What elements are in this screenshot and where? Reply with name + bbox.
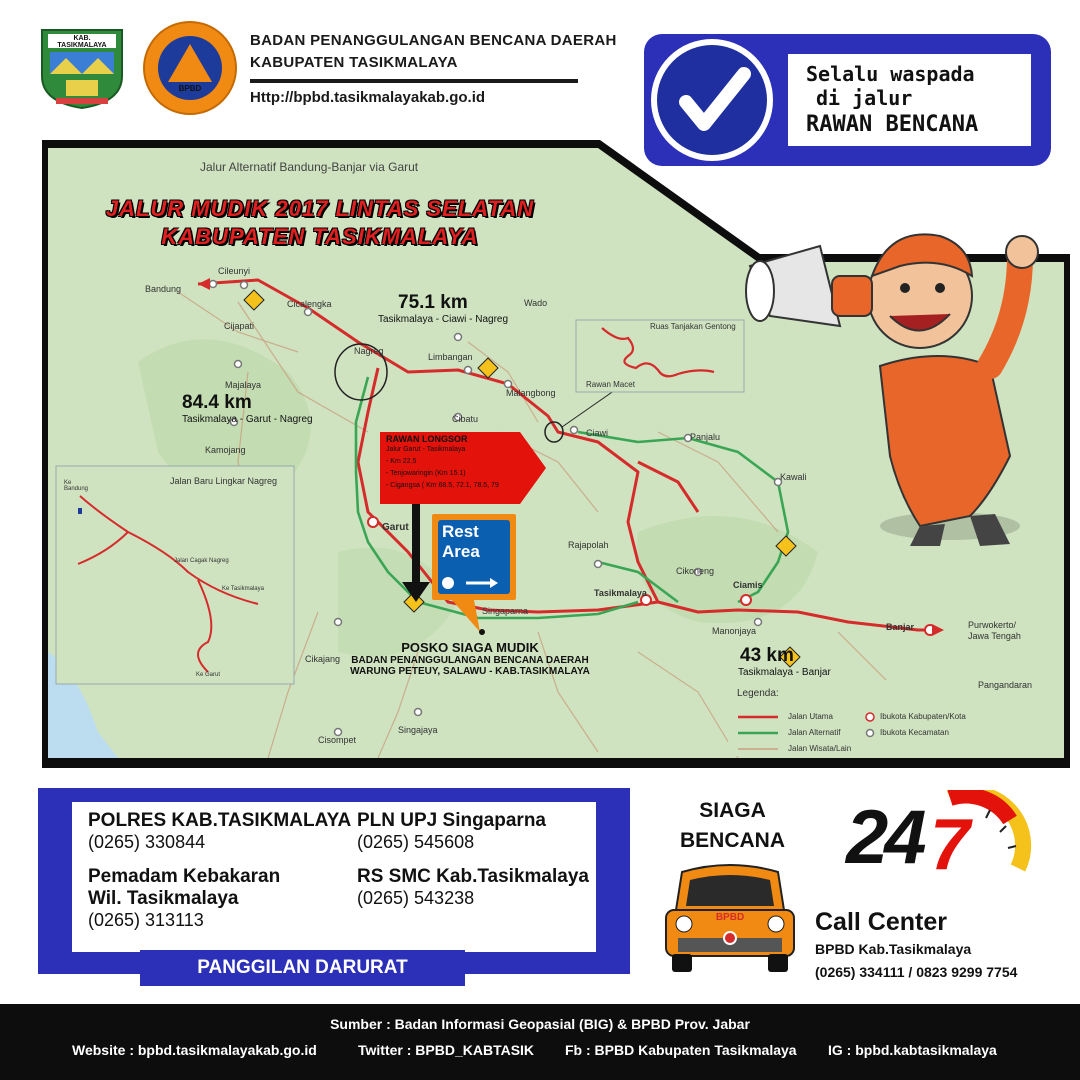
legend-kecamatan: Ibukota Kecamatan bbox=[880, 728, 949, 737]
inset-gentong-title: Ruas Tanjakan Gentong bbox=[650, 322, 736, 331]
distance-ciawi-route: Tasikmalaya - Ciawi - Nagreg bbox=[378, 314, 509, 325]
clock-24-7-icon bbox=[840, 790, 1040, 900]
contact-polres[interactable] bbox=[88, 810, 351, 853]
place-cileunyi: Cileunyi bbox=[218, 266, 251, 276]
landslide-warning bbox=[380, 432, 548, 504]
contact-pln[interactable] bbox=[357, 810, 546, 853]
place-singajaya: Singajaya bbox=[398, 725, 438, 735]
regency-logo-text: KAB. TASIKMALAYA bbox=[57, 35, 107, 49]
footer-twitter[interactable]: Twitter : BPBD_KABTASIK bbox=[358, 1042, 535, 1058]
siaga-line-2: BENCANA bbox=[680, 829, 785, 852]
distance-garut-route: Tasikmalaya - Garut - Nagreg bbox=[182, 414, 313, 425]
place-panjalu: Panjalu bbox=[690, 432, 721, 442]
map-top-caption: Jalur Alternatif Bandung-Banjar via Garut bbox=[200, 160, 419, 174]
inset-gentong-label: Rawan Macet bbox=[586, 380, 635, 389]
call-center-org: BPBD Kab.Tasikmalaya bbox=[815, 941, 972, 957]
place-cicalengka: Cicalengka bbox=[287, 299, 332, 309]
website-url[interactable]: Http://bpbd.tasikmalayakab.go.id bbox=[250, 89, 486, 106]
distance-banjar-route: Tasikmalaya - Banjar bbox=[738, 667, 831, 678]
emergency-call-label: PANGGILAN DARURAT bbox=[140, 950, 465, 986]
place-cikajang: Cikajang bbox=[305, 654, 341, 664]
place-limbangan: Limbangan bbox=[428, 352, 473, 362]
distance-banjar bbox=[738, 645, 831, 678]
legend-alt-road: Jalan Alternatif bbox=[788, 728, 841, 737]
landslide-line-3: - Tenjowaringin (Km 15.1) bbox=[386, 470, 466, 477]
contact-polres-name: POLRES KAB.TASIKMALAYA bbox=[88, 810, 352, 831]
inset-nagreg-label-1: Ke Bandung bbox=[64, 480, 89, 492]
contact-damkar-phone[interactable]: (0265) 313113 bbox=[88, 910, 204, 930]
place-ciawi: Ciawi bbox=[586, 428, 609, 438]
place-kawali: Kawali bbox=[780, 472, 807, 482]
landslide-title: RAWAN LONGSOR bbox=[386, 434, 468, 444]
place-majalaya: Majalaya bbox=[225, 380, 262, 390]
badge-7: 7 bbox=[930, 805, 971, 885]
distance-ciawi bbox=[378, 292, 509, 325]
badge-24: 24 bbox=[846, 795, 923, 880]
footer-instagram[interactable]: IG : bpbd.kabtasikmalaya bbox=[828, 1042, 997, 1058]
inset-nagreg-label-4: Ke Garut bbox=[196, 672, 221, 678]
contact-pln-phone[interactable]: (0265) 545608 bbox=[357, 832, 475, 852]
distance-banjar-km: 43 km bbox=[740, 645, 794, 666]
call-center-title: Call Center bbox=[815, 908, 947, 936]
place-kamojang: Kamojang bbox=[205, 445, 246, 455]
place-cisompet: Cisompet bbox=[318, 735, 357, 745]
place-singaparna: Singaparna bbox=[482, 606, 529, 616]
distance-garut-km: 84.4 km bbox=[182, 392, 252, 413]
landslide-line-1: Jalur Garut - Tasikmalaya bbox=[386, 446, 466, 453]
alert-line-2: di jalur bbox=[816, 86, 913, 110]
footer-website[interactable]: Website : bpbd.tasikmalayakab.go.id bbox=[72, 1042, 317, 1058]
rest-area-sign bbox=[430, 512, 518, 636]
place-malangbong: Malangbong bbox=[506, 388, 556, 398]
legend-title: Legenda: bbox=[737, 688, 779, 699]
rest-area-label-2: Area bbox=[442, 542, 480, 561]
contact-pln-name: PLN UPJ Singaparna bbox=[357, 810, 546, 831]
place-purwokerto: Purwokerto/ Jawa Tengah bbox=[968, 620, 1021, 641]
call-center-phones[interactable]: (0265) 334111 / 0823 9299 7754 bbox=[815, 964, 1018, 980]
bpbd-logo-text: BPBD bbox=[178, 84, 202, 93]
place-cijapati: Cijapati bbox=[224, 321, 255, 331]
org-line-2: KABUPATEN TASIKMALAYA bbox=[250, 54, 458, 71]
distance-garut bbox=[182, 392, 313, 425]
footer-source: Sumber : Badan Informasi Geopasial (BIG) & BPBD Prov. Jabar bbox=[330, 1016, 750, 1032]
contact-rs-smc-name: RS SMC Kab.Tasikmalaya bbox=[357, 866, 589, 887]
rescue-car-icon bbox=[660, 858, 800, 978]
mascot-illustration bbox=[740, 196, 1060, 556]
place-wado: Wado bbox=[524, 298, 548, 308]
inset-nagreg-title: Jalan Baru Lingkar Nagreg bbox=[170, 476, 278, 486]
alert-line-1: Selalu waspada bbox=[806, 62, 975, 86]
place-banjar: Banjar bbox=[886, 622, 915, 632]
distance-ciawi-km: 75.1 km bbox=[398, 292, 468, 313]
contact-damkar-name: Pemadam Kebakaran bbox=[88, 866, 281, 887]
car-label: BPBD bbox=[715, 912, 745, 923]
posko-title: POSKO SIAGA MUDIK bbox=[401, 640, 539, 655]
place-garut: Garut bbox=[382, 522, 409, 533]
contact-polres-phone[interactable]: (0265) 330844 bbox=[88, 832, 206, 852]
place-cibatu: Cibatu bbox=[452, 414, 479, 424]
place-nagreg: Nagreg bbox=[354, 346, 384, 356]
map-title-line-1: JALUR MUDIK 2017 LINTAS SELATAN bbox=[105, 196, 535, 221]
inset-nagreg-label-3: Ke Tasikmalaya bbox=[222, 586, 264, 592]
legend-main-road: Jalan Utama bbox=[788, 712, 833, 721]
place-tasikmalaya: Tasikmalaya bbox=[594, 588, 647, 598]
posko-line-3: WARUNG PETEUY, SALAWU - KAB.TASIKMALAYA bbox=[350, 666, 590, 677]
contact-damkar-name-2: Wil. Tasikmalaya bbox=[88, 888, 239, 909]
alert-text bbox=[790, 62, 1035, 140]
bpbd-logo bbox=[142, 20, 238, 116]
legend-kab-city: Ibukota Kabupaten/Kota bbox=[880, 712, 966, 721]
landslide-line-2: - Km 22.5 bbox=[386, 458, 417, 465]
place-ciamis: Ciamis bbox=[733, 580, 763, 590]
contact-rs-smc-phone[interactable]: (0265) 543238 bbox=[357, 888, 475, 908]
contact-damkar[interactable] bbox=[88, 866, 280, 931]
org-line-1: BADAN PENANGGULANGAN BENCANA DAERAH bbox=[250, 32, 617, 49]
alert-line-3: RAWAN BENCANA bbox=[806, 112, 979, 137]
posko-line-2: BADAN PENANGGULANGAN BENCANA DAERAH bbox=[351, 655, 589, 666]
org-name bbox=[250, 30, 617, 74]
place-pangandaran: Pangandaran bbox=[978, 680, 1033, 690]
place-manonjaya: Manonjaya bbox=[712, 626, 757, 636]
footer-facebook[interactable]: Fb : BPBD Kabupaten Tasikmalaya bbox=[565, 1042, 797, 1058]
siaga-title bbox=[650, 796, 815, 856]
place-bandung: Bandung bbox=[145, 284, 182, 294]
rest-area-label-1: Rest bbox=[442, 522, 479, 541]
place-cikoneng: Cikoneng bbox=[676, 566, 715, 576]
siaga-line-1: SIAGA bbox=[699, 799, 766, 822]
posko-info bbox=[310, 640, 630, 677]
landslide-line-4: - Cigangsa ( Km 68.5, 72.1, 78.5, 79 bbox=[386, 482, 499, 489]
landslide-arrow bbox=[402, 504, 430, 604]
legend-other-road: Jalan Wisata/Lain bbox=[788, 744, 852, 753]
header-rule bbox=[250, 79, 578, 83]
contact-rs-smc[interactable] bbox=[357, 866, 589, 909]
map-title-line-2: KABUPATEN TASIKMALAYA bbox=[161, 224, 479, 249]
place-rajapolah: Rajapolah bbox=[568, 540, 609, 550]
inset-nagreg-label-2: Jalan Cagak Nagreg bbox=[174, 558, 229, 564]
regency-logo bbox=[36, 24, 128, 110]
